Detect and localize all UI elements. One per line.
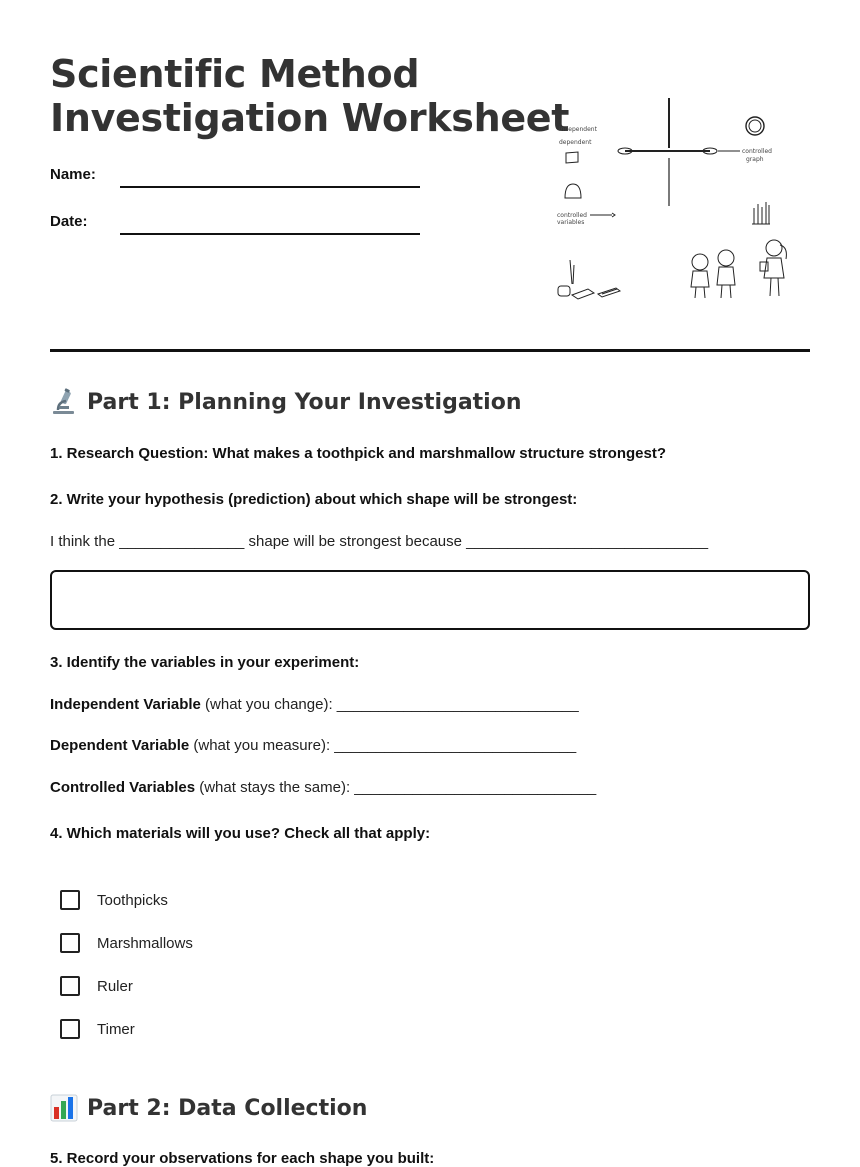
lab-tools-sketch-icon bbox=[558, 260, 620, 299]
hypothesis-sentence bbox=[50, 533, 708, 550]
part1-title: Part 1: Planning Your Investigation bbox=[87, 389, 522, 415]
question-1: 1. Research Question: What makes a toothpick and marshmallow structure strongest? bbox=[50, 445, 666, 462]
toothpicks-checkbox[interactable] bbox=[60, 890, 80, 910]
independent-variable-label: Independent Variable bbox=[50, 696, 201, 713]
part2-heading bbox=[50, 1094, 367, 1122]
date-label: Date: bbox=[50, 213, 88, 230]
hypothesis-prefix: I think the bbox=[50, 533, 116, 550]
illus-label-controlled-variables-2: variables bbox=[557, 219, 585, 226]
question-4: 4. Which materials will you use? Check all that apply: bbox=[50, 825, 431, 842]
timer-label: Timer bbox=[97, 1020, 135, 1038]
timer-checkbox[interactable] bbox=[60, 1019, 80, 1039]
bar-chart-icon bbox=[50, 1094, 78, 1122]
ruler-label: Ruler bbox=[97, 977, 133, 995]
date-field[interactable] bbox=[120, 233, 420, 235]
title-line-1: Scientific Method bbox=[50, 52, 420, 96]
hypothesis-answer-box[interactable] bbox=[50, 570, 810, 630]
question-3: 3. Identify the variables in your experiment: bbox=[50, 654, 360, 671]
independent-variable-blank[interactable]: _____________________________ bbox=[336, 696, 579, 713]
beaker-icon bbox=[565, 184, 581, 198]
illus-label-controlled-graph-1: controlled bbox=[742, 148, 772, 155]
controlled-variables-hint: (what stays the same): bbox=[199, 779, 351, 796]
microscope-icon bbox=[50, 388, 78, 416]
material-option-ruler[interactable] bbox=[60, 976, 133, 996]
controlled-variables-label: Controlled Variables bbox=[50, 779, 196, 796]
ruler-checkbox[interactable] bbox=[60, 976, 80, 996]
dependent-variable-blank[interactable]: _____________________________ bbox=[334, 737, 577, 754]
independent-variable-line bbox=[50, 696, 579, 713]
part2-title: Part 2: Data Collection bbox=[87, 1095, 368, 1121]
scientific-method-illustration bbox=[550, 90, 810, 310]
hypothesis-middle: shape will be strongest because bbox=[248, 533, 462, 550]
note-sketch-icon bbox=[566, 152, 578, 163]
controlled-variables-blank[interactable]: _____________________________ bbox=[354, 779, 597, 796]
dependent-variable-hint: (what you measure): bbox=[193, 737, 331, 754]
illus-label-controlled-graph-2: graph bbox=[746, 156, 764, 163]
children-sketch-icon bbox=[691, 240, 786, 298]
material-option-timer[interactable] bbox=[60, 1019, 135, 1039]
illus-label-independent: independent bbox=[559, 126, 597, 133]
material-option-toothpicks[interactable] bbox=[60, 890, 168, 910]
bar-graph-sketch-icon bbox=[752, 202, 770, 224]
hypothesis-shape-blank[interactable]: _______________ bbox=[119, 533, 245, 550]
name-label: Name: bbox=[50, 166, 96, 183]
toothpicks-label: Toothpicks bbox=[97, 891, 168, 909]
independent-variable-hint: (what you change): bbox=[205, 696, 333, 713]
controlled-variables-line bbox=[50, 779, 596, 796]
hypothesis-reason-blank[interactable]: _____________________________ bbox=[466, 533, 709, 550]
dependent-variable-line bbox=[50, 737, 576, 754]
illus-label-dependent: dependent bbox=[559, 139, 592, 146]
dependent-variable-label: Dependent Variable bbox=[50, 737, 190, 754]
part1-heading bbox=[50, 388, 522, 416]
title-line-2: Investigation Worksheet bbox=[50, 96, 570, 140]
name-field[interactable] bbox=[120, 186, 420, 188]
question-2: 2. Write your hypothesis (prediction) about which shape will be strongest: bbox=[50, 491, 578, 508]
question-5: 5. Record your observations for each shape you built: bbox=[50, 1150, 435, 1167]
material-option-marshmallows[interactable] bbox=[60, 933, 193, 953]
illus-label-controlled-variables-1: controlled bbox=[557, 212, 587, 219]
page-title bbox=[50, 52, 569, 140]
header-divider bbox=[50, 349, 810, 352]
marshmallows-label: Marshmallows bbox=[97, 934, 193, 952]
marshmallows-checkbox[interactable] bbox=[60, 933, 80, 953]
